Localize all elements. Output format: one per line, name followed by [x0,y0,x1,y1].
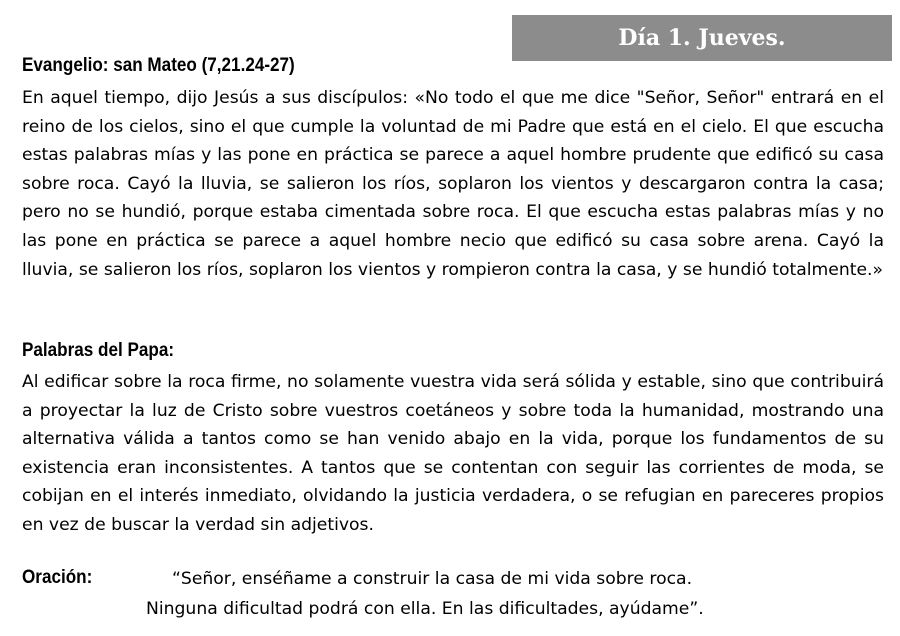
prayer-line-2: Ninguna dificultad podrá con ella. En las dificultades, ayúdame”. [146,599,704,619]
day-banner [512,15,892,61]
pope-heading: Palabras del Papa: [22,340,175,361]
prayer-heading: Oración: [22,567,93,588]
gospel-text: En aquel tiempo, dijo Jesús a sus discípulos: «No todo el que me dice "Señor, Señor" entrará en el reino de los cielos, sino el que cumple la voluntad de mi Padre que está en el cielo. El que escucha estas palabras mías y las pone en práctica se parece a aquel hombre prudente que edificó su casa sobre roca. Cayó la lluvia, se salieron los ríos, soplaron los vientos y descargaron contra la casa; pero no se hundió, porque estaba cimentada sobre roca. El que escucha estas palabras mías y no las pone en práctica se parece a aquel hombre necio que edificó su casa sobre arena. Cayó la lluvia, se salieron los ríos, soplaron los vientos y rompieron contra la casa, y se hundió totalmente.» [22,88,884,280]
day-label: Día 1. Jueves. [618,25,786,51]
pope-text: Al edificar sobre la roca firme, no solamente vuestra vida será sólida y estable, sino que contribuirá a proyectar la luz de Cristo sobre vuestros coetáneos y sobre toda la humanidad, mostrando una alternativa válida a tantos como se han venido abajo en la vida, porque los fundamentos de su existencia eran inconsistentes. A tantos que se contentan con seguir las corrientes de moda, se cobijan en el interés inmediato, olvidando la justicia verdadera, o se refugian en pareceres propios en vez de buscar la verdad sin adjetivos. [22,372,884,535]
gospel-heading: Evangelio: san Mateo (7,21.24-27) [22,55,295,76]
prayer-line-1: “Señor, enséñame a construir la casa de mi vida sobre roca. [172,569,693,589]
